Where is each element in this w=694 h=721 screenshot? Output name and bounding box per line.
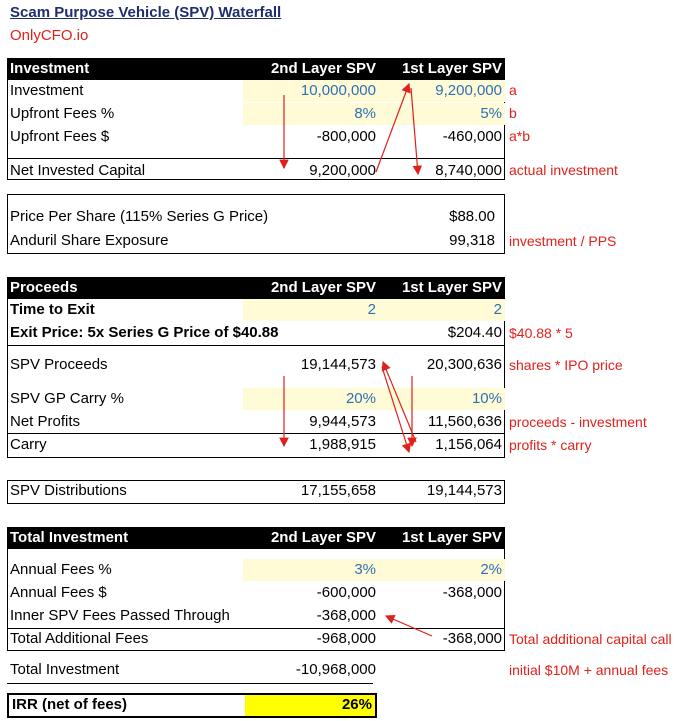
cell-2nd-layer[interactable]: 2 [367,301,376,318]
proceeds-header-label: Proceeds [10,279,78,296]
sheet-title: Scam Purpose Vehicle (SPV) Waterfall [10,4,282,21]
row-note: a*b [509,128,531,144]
investment-header-label: Investment [10,60,90,77]
cell-2nd-layer[interactable]: 10,000,000 [300,82,376,99]
arrow-1st-investment-to-net [411,88,418,174]
row-note: initial $10M + annual fees [509,662,669,678]
cell-2nd-layer[interactable]: 19,144,573 [300,356,376,373]
proceeds-header-col1: 1st Layer SPV [401,279,502,296]
cell-1st-layer[interactable]: 9,200,000 [435,82,502,99]
row-note: proceeds - investment [509,414,647,430]
cell-2nd-layer[interactable]: -600,000 [316,584,376,601]
arrow-2nd-net-to-1st-investment [376,84,409,172]
cell-1st-layer[interactable]: $204.40 [447,324,502,341]
irr-value[interactable]: 26% [341,696,372,713]
cell-2nd-layer[interactable]: -968,000 [316,630,376,647]
row-label: Total Investment [10,661,120,678]
row-label: Net Invested Capital [10,162,146,179]
cell-1st-layer[interactable]: -460,000 [442,128,502,145]
cell-1st-layer[interactable]: 10% [471,390,502,407]
cell-2nd-layer[interactable]: 8% [354,105,376,122]
brand-label: OnlyCFO.io [10,27,89,44]
row-note: investment / PPS [509,233,617,249]
arrow-1st-carry-to-2nd-proceeds [382,367,409,452]
row-label: Annual Fees $ [10,584,107,601]
row-label: Investment [10,82,84,99]
cell-2nd-layer[interactable]: 1,988,915 [309,436,376,453]
cell-1st-layer[interactable]: 11,560,636 [428,413,502,430]
investment-header-col2: 2nd Layer SPV [270,60,376,77]
arrow-fees-passed-through [386,616,432,636]
cell-1st-layer[interactable]: -368,000 [442,584,502,601]
row-label: Annual Fees % [10,561,112,578]
cell-1st-layer[interactable]: $88.00 [449,208,495,225]
cell-1st-layer[interactable]: 19,144,573 [426,482,502,499]
row-label: SPV GP Carry % [10,390,124,407]
cell-1st-layer[interactable]: 5% [480,105,502,122]
proceeds-header-col2: 2nd Layer SPV [270,279,376,296]
row-label: Total Additional Fees [10,630,149,647]
row-label: Net Profits [10,413,81,430]
row-label: Price Per Share (115% Series G Price) [10,208,269,225]
row-note: profits * carry [509,437,592,453]
cell-1st-layer[interactable]: 2 [493,301,502,318]
row-label: Time to Exit [10,301,95,318]
cell-2nd-layer[interactable]: 9,200,000 [309,162,376,179]
cell-1st-layer[interactable]: -368,000 [442,630,502,647]
cell-2nd-layer[interactable]: 17,155,658 [300,482,376,499]
total-header-col2: 2nd Layer SPV [270,529,376,546]
row-label: Upfront Fees $ [10,128,110,145]
cell-1st-layer[interactable]: 99,318 [449,232,495,249]
cell-2nd-layer[interactable]: -10,968,000 [295,661,376,678]
cell-2nd-layer[interactable]: -800,000 [316,128,376,145]
cell-2nd-layer[interactable]: -368,000 [316,607,376,624]
cell-1st-layer[interactable]: 2% [480,561,502,578]
cell-1st-layer[interactable]: 20,300,636 [426,356,502,373]
row-label: SPV Proceeds [10,356,108,373]
total-header-label: Total Investment [10,529,129,546]
row-note: b [509,105,517,121]
row-note: shares * IPO price [509,357,623,373]
cell-1st-layer[interactable]: 1,156,064 [435,436,502,453]
row-label: Inner SPV Fees Passed Through [10,607,230,624]
row-note: a [509,82,517,98]
cell-2nd-layer[interactable]: 3% [354,561,376,578]
arrow-1st-distributions-to-proceeds [383,362,416,442]
irr-label: IRR (net of fees) [12,696,128,713]
row-label: SPV Distributions [10,482,127,499]
cell-2nd-layer[interactable]: 20% [345,390,376,407]
row-label: Anduril Share Exposure [10,232,169,249]
row-label: Exit Price: 5x Series G Price of $40.88 [10,324,279,341]
row-label: Carry [10,436,47,453]
row-label: Upfront Fees % [10,105,115,122]
total-header-col1: 1st Layer SPV [401,529,502,546]
cell-1st-layer[interactable]: 8,740,000 [435,162,502,179]
row-note: actual investment [509,162,618,178]
row-note: Total additional capital call [509,631,672,647]
investment-header-col1: 1st Layer SPV [401,60,502,77]
row-note: $40.88 * 5 [509,325,573,341]
cell-2nd-layer[interactable]: 9,944,573 [309,413,376,430]
